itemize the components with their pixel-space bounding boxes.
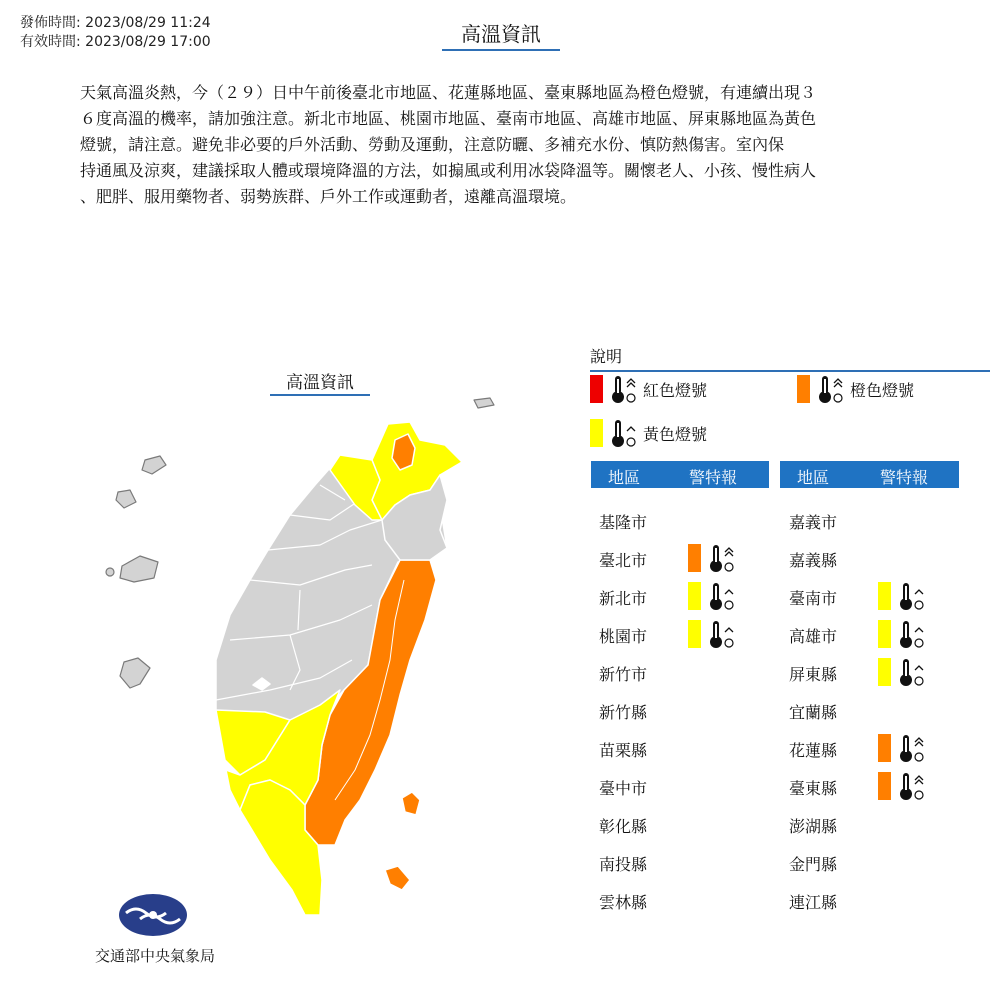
- yellow-swatch: [878, 620, 891, 648]
- issued-time: 發佈時間: 2023/08/29 11:24: [20, 15, 211, 31]
- yellow-swatch: [878, 582, 891, 610]
- region-name: 澎湖縣: [789, 817, 838, 836]
- region-name: 臺東縣: [789, 779, 838, 798]
- warning-orange: [688, 543, 735, 573]
- warning-yellow: [878, 657, 925, 687]
- description-line: 燈號，請注意。避免非必要的戶外活動、勞動及運動，注意防曬、多補充水份、慎防熱傷害。室內保: [80, 135, 785, 154]
- yellow-swatch: [688, 582, 701, 610]
- yellow-swatch: [688, 620, 701, 648]
- thermometer-icon: [609, 418, 637, 448]
- region-name: 宜蘭縣: [789, 703, 838, 722]
- description: [80, 80, 920, 210]
- description-line: 持通風及涼爽，建議採取人體或環境降溫的方法，如搧風或利用冰袋降溫等。關懷老人、小孩、慢性病人: [80, 161, 817, 180]
- region-name: 彰化縣: [599, 817, 648, 836]
- region-name: 南投縣: [599, 855, 648, 874]
- region-name: 金門縣: [789, 855, 838, 874]
- cwb-logo-icon: [118, 893, 188, 937]
- region-name: 嘉義縣: [789, 551, 838, 570]
- island-green: [402, 792, 420, 815]
- description-line: 、肥胖、服用藥物者、弱勢族群、戶外工作或運動者，遠離高溫環境。: [80, 187, 577, 206]
- thermometer-icon: [897, 581, 925, 611]
- region-name: 花蓮縣: [789, 741, 838, 760]
- island-orchid: [385, 866, 410, 890]
- region-name: 新竹縣: [599, 703, 648, 722]
- map-title: 高溫資訊: [270, 368, 370, 396]
- valid-time: 有效時間: 2023/08/29 17:00: [20, 34, 211, 50]
- legend-label: 紅色燈號: [643, 380, 708, 400]
- orange-swatch: [797, 375, 810, 403]
- warning-yellow: [878, 619, 925, 649]
- warning-orange: [878, 771, 925, 801]
- warning-yellow: [688, 619, 735, 649]
- page-title: 高溫資訊: [442, 18, 560, 51]
- region-name: 臺南市: [789, 589, 838, 608]
- region-name: 臺北市: [599, 551, 648, 570]
- legend-title: 說明: [590, 344, 990, 372]
- region-name: 屏東縣: [789, 665, 838, 684]
- island-small: [106, 568, 114, 576]
- thermometer-high-icon: [609, 374, 637, 404]
- region-name: 新北市: [599, 589, 648, 608]
- island-kinmen: [120, 556, 158, 582]
- table-header-right: [780, 461, 959, 488]
- region-name: 嘉義市: [789, 513, 838, 532]
- thermometer-icon: [897, 619, 925, 649]
- warning-yellow: [878, 581, 925, 611]
- description-line: ６度高溫的機率，請加強注意。新北市地區、桃園市地區、臺南市地區、高雄市地區、屏東縣地區為黃色: [80, 109, 817, 128]
- island-matsu-1: [142, 456, 166, 474]
- thermometer-high-icon: [897, 771, 925, 801]
- table-header-left: [591, 461, 769, 488]
- warning-yellow: [688, 581, 735, 611]
- agency-name: 交通部中央氣象局: [94, 947, 215, 965]
- red-swatch: [590, 375, 603, 403]
- col-warning: 警特報: [880, 468, 929, 487]
- island-matsu-2: [116, 490, 136, 508]
- region-name: 苗栗縣: [599, 741, 648, 760]
- yellow-swatch: [878, 658, 891, 686]
- col-region: 地區: [608, 468, 641, 487]
- col-region: 地區: [797, 468, 830, 487]
- taiwan-map: [90, 390, 510, 930]
- orange-swatch: [688, 544, 701, 572]
- thermometer-icon: [897, 657, 925, 687]
- island-northeast: [474, 398, 494, 408]
- region-name: 雲林縣: [599, 893, 648, 912]
- legend-label: 橙色燈號: [850, 380, 915, 400]
- island-penghu: [120, 658, 150, 688]
- description-line: 天氣高溫炎熱，今（２９）日中午前後臺北市地區、花蓮縣地區、臺東縣地區為橙色燈號，有連續出現３: [80, 83, 817, 102]
- thermometer-icon: [707, 619, 735, 649]
- region-name: 新竹市: [599, 665, 648, 684]
- legend-yellow: [590, 418, 707, 448]
- legend-orange: [797, 374, 914, 404]
- thermometer-high-icon: [897, 733, 925, 763]
- orange-swatch: [878, 772, 891, 800]
- thermometer-icon: [707, 581, 735, 611]
- region-name: 臺中市: [599, 779, 648, 798]
- region-name: 桃園市: [599, 627, 648, 646]
- col-warning: 警特報: [689, 468, 738, 487]
- yellow-swatch: [590, 419, 603, 447]
- timestamps: [20, 14, 211, 52]
- warning-orange: [878, 733, 925, 763]
- thermometer-high-icon: [816, 374, 844, 404]
- thermometer-high-icon: [707, 543, 735, 573]
- region-name: 高雄市: [789, 627, 838, 646]
- orange-swatch: [878, 734, 891, 762]
- legend-label: 黃色燈號: [643, 424, 708, 444]
- region-name: 連江縣: [789, 893, 838, 912]
- legend-red: [590, 374, 707, 404]
- region-name: 基隆市: [599, 513, 648, 532]
